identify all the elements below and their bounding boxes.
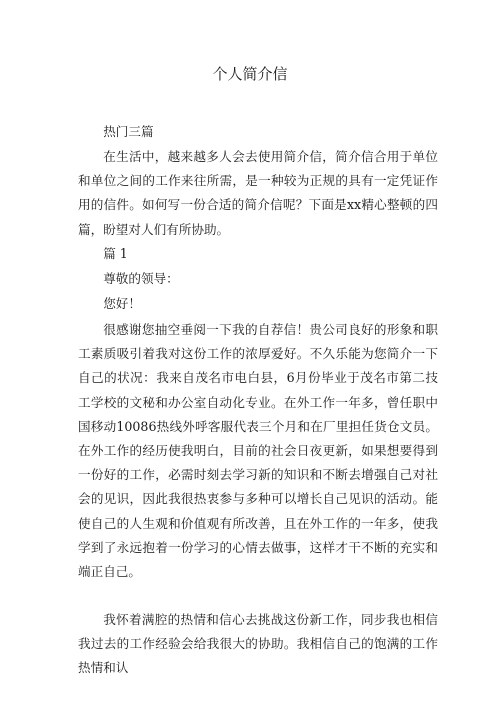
document-title: 个人简介信 [212,65,288,83]
paragraph-section-label: 篇 1 [103,246,128,261]
paragraph-body-1: 很感谢您抽空垂阅一下我的自荐信！贵公司良好的形象和职工素质吸引着我对这份工作的浓厚爱好。不久乐能为您简介一下自己的状况：我来自茂名市电白县，6月份毕业于茂名市第二技工学校的文秘和办公室自动化专业。在外工作一年多，曾任职中国移动10086热线外呼客服代表三个月和在厂里担任货仓文员。在外工作的经历使我明白，目前的社会日夜更新，如果想要得到一份好的工作，必需时刻去学习新的知识和不断去增强自己对社会的见识，因此我很热衷参与多种可以增长自己见识的活动。能使自己的人生观和价值观有所改善，且在外工作的一年多，使我学到了永远抱着一份学习的心情去做事，这样才干不断的充实和端正自己。 [78,322,438,580]
paragraph-intro-heading: 热门三篇 [103,124,154,139]
paragraph-body-2: 我怀着满腔的热情和信心去挑战这份新工作，同步我也相信我过去的工作经验会给我很大的协助。我相信自己的饱满的工作热情和认 [78,612,438,676]
paragraph-greeting: 您好！ [103,296,141,311]
paragraph-salutation: 尊敬的领导： [103,271,179,286]
paragraph-introduction: 在生活中，越来越多人会去使用简介信，简介信合用于单位和单位之间的工作来往所需，是一种较为正规的具有一定凭证作用的信件。如何写一份合适的简介信呢？下面是xx精心整顿的四篇，盼望对人们有所协助。 [78,149,438,237]
